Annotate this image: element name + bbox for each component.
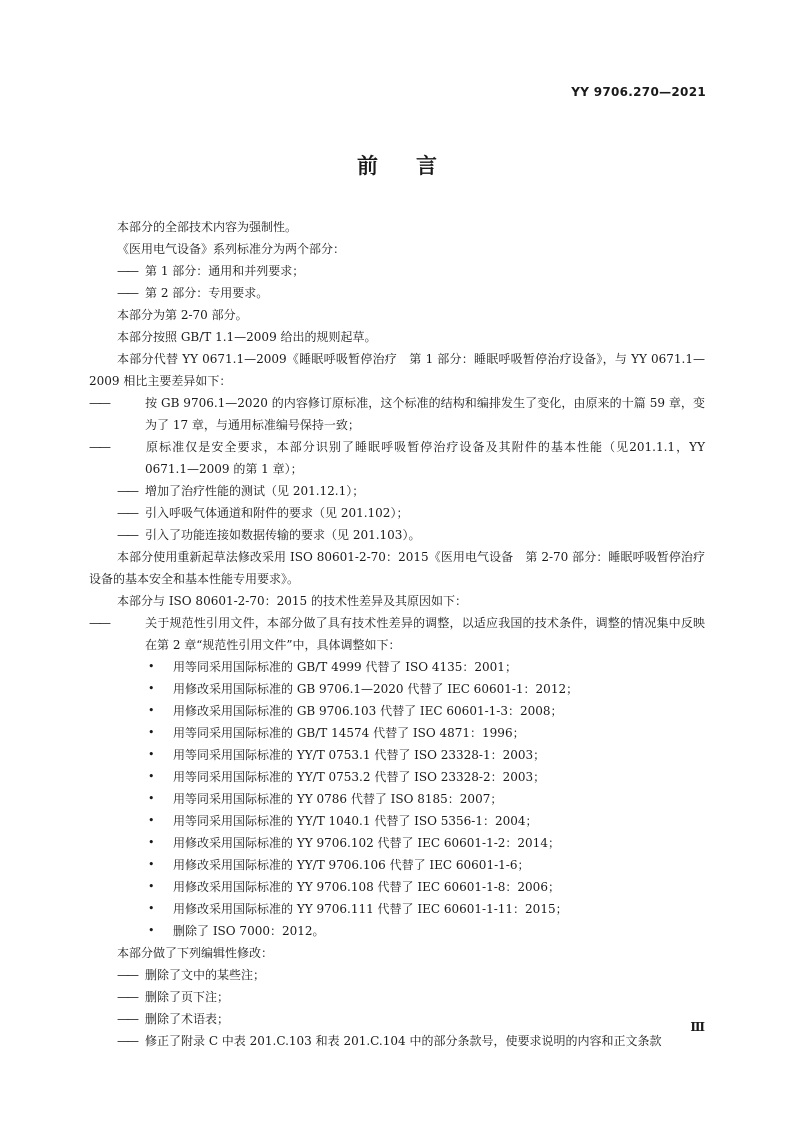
page-title: 前言 [357,154,475,178]
page-number: Ⅲ [690,1020,705,1034]
dash-list-item: ——按 GB 9706.1—2020 的内容修订原标准，这个标准的结构和编排发生了变化，由原来的十篇 59 章，变为了 17 章，与通用标准编号保持一致； [89,392,705,436]
bullet-dot: • [148,726,155,739]
bullet-dot: • [148,836,155,849]
bullet-list-item [89,810,705,832]
dash-marker [117,524,145,546]
bullet-text: 用等同采用国际标准的 YY/T 0753.1 代替了 ISO 23328-1：2003； [173,748,546,762]
dash-marker [117,1008,145,1030]
bullet-list-item [89,656,705,678]
bullet-list-item [89,678,705,700]
dash-list-item: ——关于规范性引用文件，本部分做了具有技术性差异的调整，以适应我国的技术条件，调整的情况集中反映在第 2 章“规范性引用文件”中，具体调整如下： [89,612,705,656]
paragraph: 本部分代替 YY 0671.1—2009《睡眠呼吸暂停治疗 第 1 部分：睡眠呼吸暂停治疗设备》，与 YY 0671.1—2009 相比主要差异如下： [89,352,705,388]
bullet-dot: • [148,792,155,805]
bullet-dot: • [148,858,155,871]
bullet-text: 用等同采用国际标准的 YY 0786 代替了 ISO 8185：2007； [173,792,503,806]
bullet-text: 用等同采用国际标准的 GB/T 14574 代替了 ISO 4871：1996； [173,726,525,740]
bullet-list-item [89,722,705,744]
bullet-text: 用修改采用国际标准的 YY 9706.108 代替了 IEC 60601-1-8：2006； [173,880,560,894]
paragraph: 本部分做了下列编辑性修改： [117,946,274,960]
bullet-text: 用等同采用国际标准的 YY/T 1040.1 代替了 ISO 5356-1：2004； [173,814,538,828]
bullet-text: 用修改采用国际标准的 YY/T 9706.106 代替了 IEC 60601-1-6； [173,858,530,872]
bullet-text: 用修改采用国际标准的 YY 9706.111 代替了 IEC 60601-1-11：2015； [173,902,568,916]
dash-marker [117,502,145,524]
bullet-dot: • [148,814,155,827]
dash-marker [117,986,145,1008]
adjustment-bullet-list [89,656,705,942]
foreword-body [89,216,705,1052]
bullet-text: 用修改采用国际标准的 YY 9706.102 代替了 IEC 60601-1-2：2014； [173,836,560,850]
bullet-list-item [89,854,705,876]
bullet-dot: • [148,770,155,783]
dash-list-item: ——引入呼吸气体通道和附件的要求（见 201.102）； [89,502,705,524]
paragraph: 《医用电气设备》系列标准分为两个部分： [117,242,346,256]
bullet-list-item [89,876,705,898]
bullet-list-item [89,700,705,722]
paragraph: 本部分为第 2-70 部分。 [117,308,248,322]
dash-list-item: ——原标准仅是安全要求，本部分识别了睡眠呼吸暂停治疗设备及其附件的基本性能（见201.1.1，YY 0671.1—2009 的第 1 章）； [89,436,705,480]
dash-list-item: ——修正了附录 C 中表 201.C.103 和表 201.C.104 中的部分条款号，使要求说明的内容和正文条款 [89,1030,705,1052]
dash-marker [117,282,145,304]
bullet-list-item [89,788,705,810]
bullet-text: 用修改采用国际标准的 GB 9706.103 代替了 IEC 60601-1-3：2008； [173,704,563,718]
bullet-list-item [89,920,705,942]
paragraph: 本部分的全部技术内容为强制性。 [117,220,298,234]
bullet-dot: • [148,660,155,673]
bullet-text: 用等同采用国际标准的 GB/T 4999 代替了 ISO 4135：2001； [173,660,517,674]
dash-marker [117,260,145,282]
bullet-dot: • [148,924,155,937]
dash-list-item: ——引入了功能连接如数据传输的要求（见 201.103）。 [89,524,705,546]
dash-list-item: ——增加了治疗性能的测试（见 201.12.1）； [89,480,705,502]
bullet-text: 删除了 ISO 7000：2012。 [173,924,325,938]
dash-list-item: ——删除了页下注； [89,986,705,1008]
bullet-text: 用等同采用国际标准的 YY/T 0753.2 代替了 ISO 23328-2：2003； [173,770,546,784]
dash-marker [117,480,145,502]
standard-code: YY 9706.270—2021 [571,85,706,99]
dash-marker [117,612,145,634]
paragraph: 本部分按照 GB/T 1.1—2009 给出的规则起草。 [117,330,377,344]
bullet-dot: • [148,704,155,717]
bullet-dot: • [148,748,155,761]
dash-list-item: ——删除了文中的某些注； [89,964,705,986]
bullet-dot: • [148,902,155,915]
dash-marker [117,964,145,986]
bullet-dot: • [148,682,155,695]
bullet-text: 用修改采用国际标准的 GB 9706.1—2020 代替了 IEC 60601-1：2012； [173,682,579,696]
bullet-list-item [89,766,705,788]
dash-marker [117,392,145,414]
dash-list-item: ——第 2 部分：专用要求。 [89,282,705,304]
dash-marker [117,1030,145,1052]
paragraph: 本部分使用重新起草法修改采用 ISO 80601-2-70：2015《医用电气设备 第 2-70 部分：睡眠呼吸暂停治疗设备的基本安全和基本性能专用要求》。 [89,550,705,586]
dash-marker [117,436,145,458]
paragraph: 本部分与 ISO 80601-2-70：2015 的技术性差异及其原因如下： [117,594,467,608]
bullet-list-item [89,744,705,766]
dash-list-item: ——删除了术语表； [89,1008,705,1030]
bullet-list-item [89,832,705,854]
bullet-list-item [89,898,705,920]
bullet-dot: • [148,880,155,893]
dash-list-item: ——第 1 部分：通用和并列要求； [89,260,705,282]
